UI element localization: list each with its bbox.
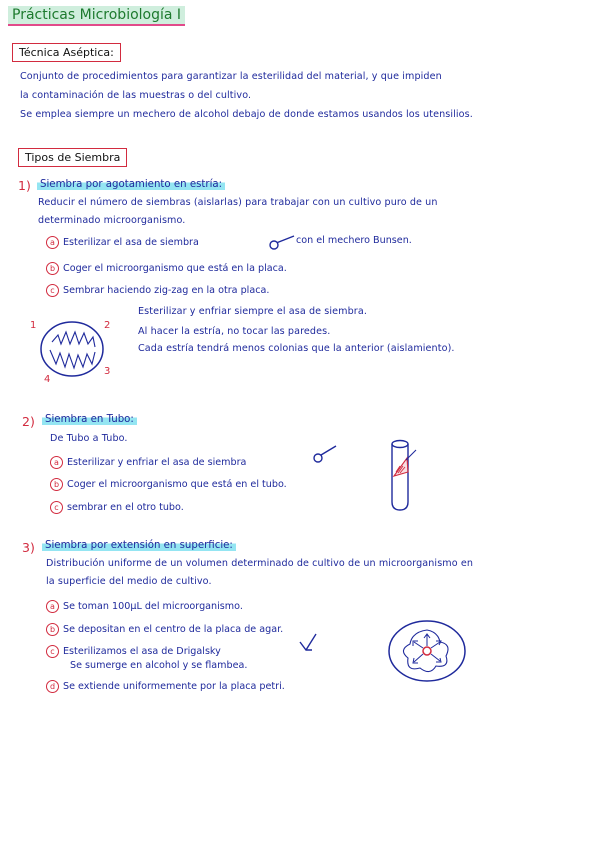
step-letter: b (46, 623, 59, 636)
test-tube-figure (386, 436, 422, 514)
step-text: Sembrar haciendo zig-zag en la otra placa. (63, 285, 270, 296)
streak-number-2: 2 (104, 320, 111, 331)
step-letter: c (46, 645, 59, 658)
step-text: Coger el microorganismo que está en el tubo. (67, 479, 287, 490)
aseptica-line-1: Conjunto de procedimientos para garantizar la esterilidad del material, y que impiden (20, 71, 442, 82)
petri-dish-spread-figure (386, 618, 468, 684)
step-text: Esterilizar y enfriar el asa de siembra (67, 457, 247, 468)
streak-number-3: 3 (104, 366, 111, 377)
section-1-step-a (46, 236, 199, 249)
section-2-desc-1: De Tubo a Tubo. (50, 433, 128, 444)
section-1-note-1: Esterilizar y enfriar siempre el asa de siembra. (138, 306, 367, 317)
section-3-desc-1: Distribución uniforme de un volumen determinado de cultivo de un microorganismo en (46, 558, 474, 569)
section-1-title: Siembra por agotamiento en estría: (37, 179, 225, 190)
inoculation-loop-icon (312, 444, 340, 464)
section-1-step-b (46, 262, 287, 275)
section-1-number: 1) (18, 178, 31, 193)
section-2-step-c (50, 501, 184, 514)
step-text: Se toman 100µL del microorganismo. (63, 601, 243, 612)
section-1-desc-2: determinado microorganismo. (38, 215, 186, 226)
tipos-heading: Tipos de Siembra (18, 148, 127, 167)
step-text: sembrar en el otro tubo. (67, 502, 184, 513)
section-3-number: 3) (22, 540, 35, 555)
step-letter: a (46, 600, 59, 613)
page-title: Prácticas Microbiología I (8, 6, 185, 26)
streak-number-1: 1 (30, 320, 37, 331)
section-3-step-c (46, 645, 221, 658)
section-3-step-c-extra: Se sumerge en alcohol y se flambea. (70, 660, 248, 671)
step-letter: c (46, 284, 59, 297)
section-3-step-a (46, 600, 243, 613)
step-letter: b (50, 478, 63, 491)
drigalsky-spreader-icon (296, 630, 320, 654)
section-2-title: Siembra en Tubo: (42, 414, 137, 425)
step-letter: b (46, 262, 59, 275)
aseptica-heading: Técnica Aséptica: (12, 43, 121, 62)
section-1-step-a-extra: con el mechero Bunsen. (296, 235, 412, 246)
section-3-step-d (46, 680, 285, 693)
inoculation-loop-icon (268, 234, 298, 250)
step-letter: d (46, 680, 59, 693)
step-text: Se extiende uniformemente por la placa petri. (63, 681, 285, 692)
section-2-step-a (50, 456, 246, 469)
section-1-note-2: Al hacer la estría, no tocar las paredes. (138, 326, 331, 337)
section-3-desc-2: la superficie del medio de cultivo. (46, 576, 212, 587)
section-3-step-b (46, 623, 283, 636)
streak-number-4: 4 (44, 374, 51, 385)
section-1-desc-1: Reducir el número de siembras (aislarlas) para trabajar con un cultivo puro de un (38, 197, 438, 208)
section-3-title: Siembra por extensión en superficie: (42, 540, 236, 551)
aseptica-line-2: la contaminación de las muestras o del cultivo. (20, 90, 252, 101)
step-letter: a (50, 456, 63, 469)
step-text: Coger el microorganismo que está en la placa. (63, 263, 287, 274)
section-2-number: 2) (22, 414, 35, 429)
step-text: Esterilizar el asa de siembra (63, 237, 199, 248)
step-text: Se depositan en el centro de la placa de agar. (63, 624, 284, 635)
section-1-step-c (46, 284, 269, 297)
step-letter: c (50, 501, 63, 514)
section-1-note-3: Cada estría tendrá menos colonias que la anterior (aislamiento). (138, 343, 455, 354)
aseptica-line-3: Se emplea siempre un mechero de alcohol debajo de donde estamos usandos los utensilios. (20, 109, 473, 120)
streak-plate-figure (38, 320, 110, 380)
section-2-step-b (50, 478, 287, 491)
step-text: Esterilizamos el asa de Drigalsky (63, 646, 221, 657)
step-letter: a (46, 236, 59, 249)
